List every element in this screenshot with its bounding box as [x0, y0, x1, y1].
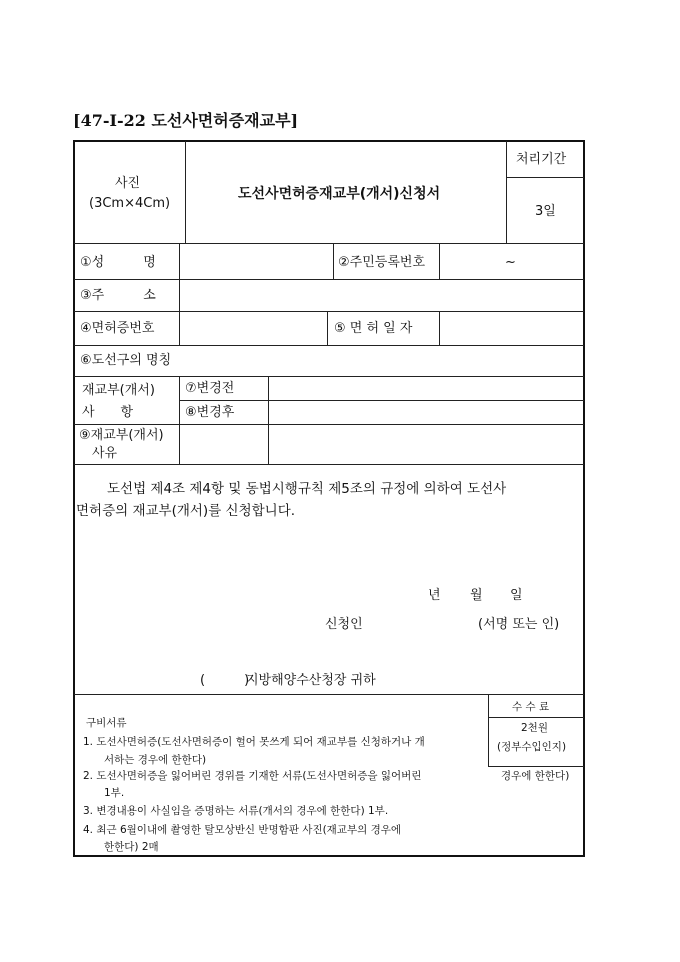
address-input[interactable] — [181, 282, 581, 310]
fee-note: (정부수입인지) — [497, 741, 567, 753]
document-item-3: 3. 변경내용이 사실임을 증명하는 서류(개서의 경우에 한한다) 1부. — [83, 805, 389, 817]
reason-input[interactable] — [270, 426, 582, 463]
license-date-input[interactable] — [441, 314, 581, 344]
reissue-items-label: 재교부(개서) — [82, 383, 155, 398]
document-item-4-cont: 한한다) 2매 — [104, 841, 159, 853]
license-number-label: ④면허증번호 — [80, 321, 155, 336]
fee-amount: 2천원 — [521, 722, 548, 734]
reason-label: ⑨재교부(개서) — [79, 428, 164, 443]
document-item-1: 1. 도선사면허증(도선사면허증이 헐어 못쓰게 되어 재교부를 신청하거나 개 — [83, 736, 425, 748]
declaration-line-1: 도선법 제4조 제4항 및 동법시행규칙 제5조의 규정에 의하여 도선사 — [107, 481, 507, 497]
addressee-blank[interactable]: ( ) — [200, 673, 250, 688]
after-change-input[interactable] — [270, 402, 582, 423]
photo-size-label: (3Cm×4Cm) — [89, 196, 171, 211]
reissue-items-label-2: 사 항 — [82, 405, 134, 420]
signature-label: (서명 또는 인) — [478, 617, 560, 632]
name-label: ①성 명 — [80, 255, 156, 270]
before-change-input[interactable] — [270, 378, 582, 399]
before-change-label: ⑦변경전 — [185, 381, 235, 396]
processing-period-value: 3일 — [535, 204, 556, 219]
resident-number-label: ②주민등록번호 — [338, 255, 426, 270]
document-item-1-cont: 서하는 경우에 한한다) — [104, 754, 207, 766]
address-label: ③주 소 — [80, 288, 156, 303]
document-item-2-cont: 1부. — [104, 787, 125, 799]
photo-label: 사진 — [115, 176, 141, 191]
date-day-label: 일 — [510, 588, 523, 603]
applicant-label: 신청인 — [325, 617, 363, 632]
form-code-heading: [47-I-22 도선사면허증재교부] — [73, 111, 299, 130]
pilot-area-input[interactable] — [181, 347, 581, 375]
declaration-line-2: 면허증의 재교부(개서)를 신청합니다. — [76, 503, 296, 519]
resident-number-input[interactable]: ~ — [505, 255, 516, 270]
pilot-area-label: ⑥도선구의 명칭 — [80, 353, 172, 368]
documents-heading: 구비서류 — [86, 717, 127, 729]
form-title: 도선사면허증재교부(개서)신청서 — [238, 186, 441, 202]
reason-label-2: 사유 — [92, 446, 118, 461]
document-item-2-tail: 경우에 한한다) — [501, 770, 570, 782]
processing-period-label: 처리기간 — [516, 152, 567, 167]
addressee-label: 지방해양수산청장 귀하 — [246, 673, 376, 688]
license-number-input[interactable] — [181, 314, 325, 344]
date-month-label: 월 — [470, 588, 483, 603]
fee-label: 수 수 료 — [512, 701, 550, 713]
date-year-label: 년 — [428, 588, 441, 603]
document-item-4: 4. 최근 6월이내에 촬영한 탈모상반신 반명함판 사진(재교부의 경우에 — [83, 824, 402, 836]
name-input[interactable] — [181, 246, 331, 278]
after-change-label: ⑧변경후 — [185, 405, 235, 420]
license-date-label: ⑤ 면 허 일 자 — [334, 321, 413, 336]
document-item-2: 2. 도선사면허증을 잃어버린 경위를 기재한 서류(도선사면허증을 잃어버린 — [83, 770, 422, 782]
